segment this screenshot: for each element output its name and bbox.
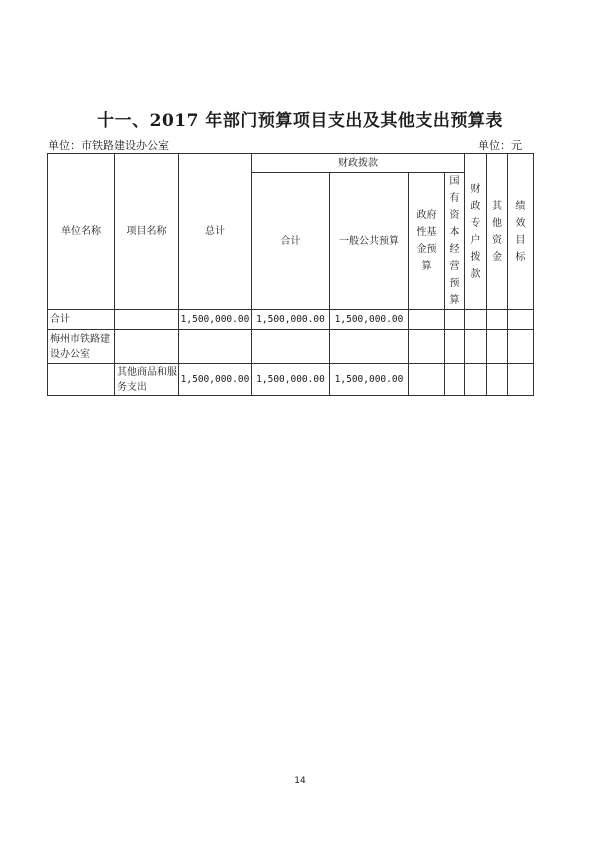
cell-total: [179, 330, 252, 364]
cell-other-fund: [487, 330, 508, 364]
header-subtotal: 合计: [252, 173, 330, 310]
cell-unit: 梅州市铁路建设办公室: [48, 330, 115, 364]
cell-other-fund: [487, 364, 508, 396]
cell-gov-fund: [409, 364, 445, 396]
header-special-fund: [465, 154, 487, 310]
cell-total: 1,500,000.00: [179, 364, 252, 396]
cell-project: 其他商品和服务支出: [115, 364, 179, 396]
cell-project: [115, 330, 179, 364]
header-special-fund-label: 财政专户拨款: [470, 183, 481, 280]
cell-performance: [508, 364, 534, 396]
cell-state-capital: [445, 364, 465, 396]
cell-general: 1,500,000.00: [330, 364, 409, 396]
page-title: 十一、2017 年部门预算项目支出及其他支出预算表: [97, 111, 503, 131]
table-row: [48, 364, 534, 396]
cell-project: [115, 310, 179, 330]
header-other-fund: [487, 154, 508, 310]
cell-subtotal: [252, 330, 330, 364]
header-performance-label: 绩效目标: [515, 200, 526, 263]
cell-gov-fund: [409, 310, 445, 330]
header-gov-fund-label: 政府性基金预算: [416, 210, 437, 272]
cell-performance: [508, 330, 534, 364]
cell-unit: 合计: [48, 310, 115, 330]
cell-subtotal: 1,500,000.00: [252, 364, 330, 396]
unit-label-left: 单位：市铁路建设办公室: [48, 139, 169, 152]
table-row: [48, 330, 534, 364]
header-fiscal: 财政拨款: [252, 154, 465, 173]
cell-special-fund: [465, 364, 487, 396]
header-unit-name: 单位名称: [48, 154, 115, 310]
cell-general: 1,500,000.00: [330, 310, 409, 330]
table-row: [48, 310, 534, 330]
cell-performance: [508, 310, 534, 330]
cell-special-fund: [465, 330, 487, 364]
cell-total: 1,500,000.00: [179, 310, 252, 330]
header-project-name: 项目名称: [115, 154, 179, 310]
cell-state-capital: [445, 310, 465, 330]
cell-subtotal: 1,500,000.00: [252, 310, 330, 330]
header-row-1: [48, 154, 534, 173]
cell-unit: [48, 364, 115, 396]
cell-gov-fund: [409, 330, 445, 364]
header-total: 总计: [179, 154, 252, 310]
header-state-capital: [445, 173, 465, 310]
budget-table: [47, 153, 534, 396]
cell-other-fund: [487, 310, 508, 330]
cell-special-fund: [465, 310, 487, 330]
header-other-fund-label: 其他资金: [492, 200, 502, 263]
cell-general: [330, 330, 409, 364]
unit-label-right: 单位：元: [478, 139, 522, 152]
page-number: 14: [294, 776, 306, 786]
header-state-capital-label: 国有资本经营预算: [449, 176, 460, 306]
header-general-budget: 一般公共预算: [330, 173, 409, 310]
header-gov-fund: [409, 173, 445, 310]
header-performance: [508, 154, 534, 310]
cell-state-capital: [445, 330, 465, 364]
